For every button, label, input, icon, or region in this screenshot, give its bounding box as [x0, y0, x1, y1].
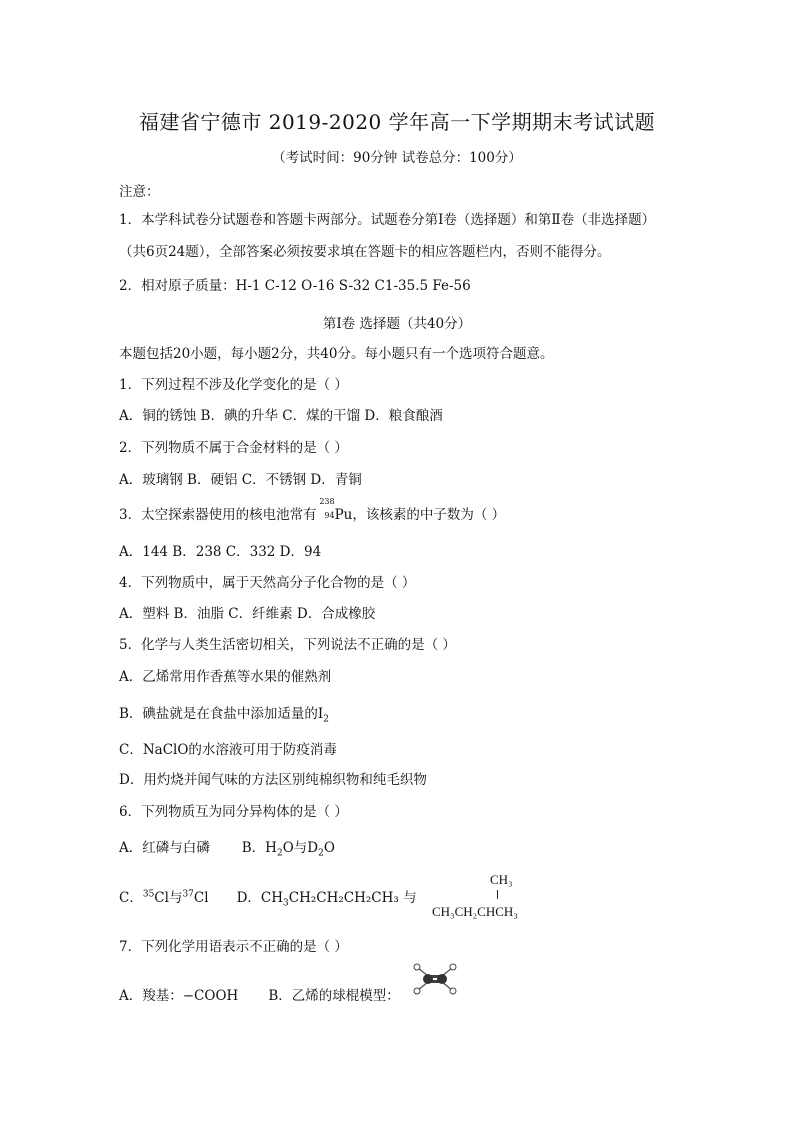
- bond-line: [497, 890, 498, 899]
- question-4-options: A．塑料 B．油脂 C．纤维素 D．合成橡胶: [119, 606, 376, 622]
- option-c-mid: Cl与: [154, 890, 183, 906]
- section-desc: 本题包括20小题，每小题2分，共40分。每小题只有一个选项符合题意。: [119, 346, 554, 362]
- notice-label: 注意：: [119, 184, 160, 200]
- question-3-text: 3．太空探索器使用的核电池常有: [119, 507, 317, 523]
- notice-1-line-1: 1．本学科试卷分试题卷和答题卡两部分。试题卷分第Ⅰ卷（选择题）和第Ⅱ卷（非选择题）: [119, 212, 656, 228]
- option-d-formula: CH₂CH₂CH₂CH₃ 与: [288, 890, 417, 906]
- option-a: A．羧基：−COOH: [119, 988, 239, 1004]
- question-3: [119, 497, 506, 523]
- option-b: B．乙烯的球棍模型：: [268, 988, 400, 1004]
- element-symbol: Pu: [334, 507, 353, 523]
- option-b: B．H: [241, 840, 277, 856]
- subscript: 3: [283, 898, 289, 909]
- question-2: 2．下列物质不属于合金材料的是（ ）: [119, 440, 348, 456]
- question-5-option-b: [119, 702, 329, 725]
- question-7: 7．下列化学用语表示不正确的是（ ）: [119, 939, 348, 955]
- question-5-option-c: C．NaClO的水溶液可用于防疫消毒: [119, 742, 337, 758]
- superscript: 35: [142, 889, 155, 900]
- option-c: C．: [119, 890, 143, 906]
- question-5-option-d: D．用灼烧并闻气味的方法区别纯棉织物和纯毛织物: [119, 772, 427, 788]
- question-5-option-a: A．乙烯常用作香蕉等水果的催熟剂: [119, 669, 332, 685]
- subscript: 2: [318, 848, 324, 859]
- exam-info: （考试时间：90分钟 试卷总分：100分）: [272, 150, 522, 166]
- atomic-number: 94: [324, 511, 335, 520]
- question-3-options: A．144 B．238 C．332 D．94: [119, 544, 322, 560]
- main-chain: CH₃CH₂CHCH₃: [432, 904, 518, 919]
- mass-number: 238: [319, 497, 335, 506]
- question-2-options: A．玻璃钢 B．硬铝 C．不锈钢 D．青铜: [119, 472, 362, 488]
- ethylene-ball-stick-model-icon: [410, 962, 460, 996]
- page-title: 福建省宁德市 2019-2020 学年高一下学期期末考试试题: [138, 110, 656, 134]
- question-5: 5．化学与人类生活密切相关，下列说法不正确的是（ ）: [119, 637, 456, 653]
- subscript: 2: [323, 714, 329, 725]
- question-6-options-ab: [119, 836, 335, 859]
- option-c-tail: Cl: [193, 890, 209, 906]
- question-6: 6．下列物质互为同分异构体的是（ ）: [119, 804, 348, 820]
- option-b-mid: O与D: [282, 840, 319, 856]
- nuclide-pu: [317, 497, 335, 520]
- option-b-text: B．碘盐就是在食盐中添加适量的I: [119, 706, 324, 722]
- subscript: 2: [276, 848, 283, 859]
- superscript: 37: [182, 889, 194, 900]
- option-a: A．红磷与白磷: [119, 840, 210, 856]
- option-b-tail: O: [323, 840, 335, 856]
- question-1-options: A．铜的锈蚀 B．碘的升华 C．煤的干馏 D．粮食酿酒: [119, 408, 443, 424]
- question-1: 1．下列过程不涉及化学变化的是（ ）: [119, 377, 348, 393]
- question-4: 4．下列物质中，属于天然高分子化合物的是（ ）: [119, 575, 416, 591]
- question-7-options: [119, 984, 400, 1004]
- branch-methyl: CH₃: [490, 872, 513, 887]
- question-3-tail: ，该核素的中子数为（ ）: [352, 507, 506, 523]
- notice-2: 2．相对原子质量：H-1 C-12 O-16 S-32 C1-35.5 Fe-56: [119, 278, 471, 294]
- notice-1-line-2: （共6页24题），全部答案必须按要求填在答题卡的相应答题栏内，否则不能得分。: [119, 244, 611, 260]
- section-title: 第Ⅰ卷 选择题（共40分）: [322, 316, 472, 332]
- question-6-options-cd: [119, 886, 417, 909]
- option-d: D．CH: [236, 890, 283, 906]
